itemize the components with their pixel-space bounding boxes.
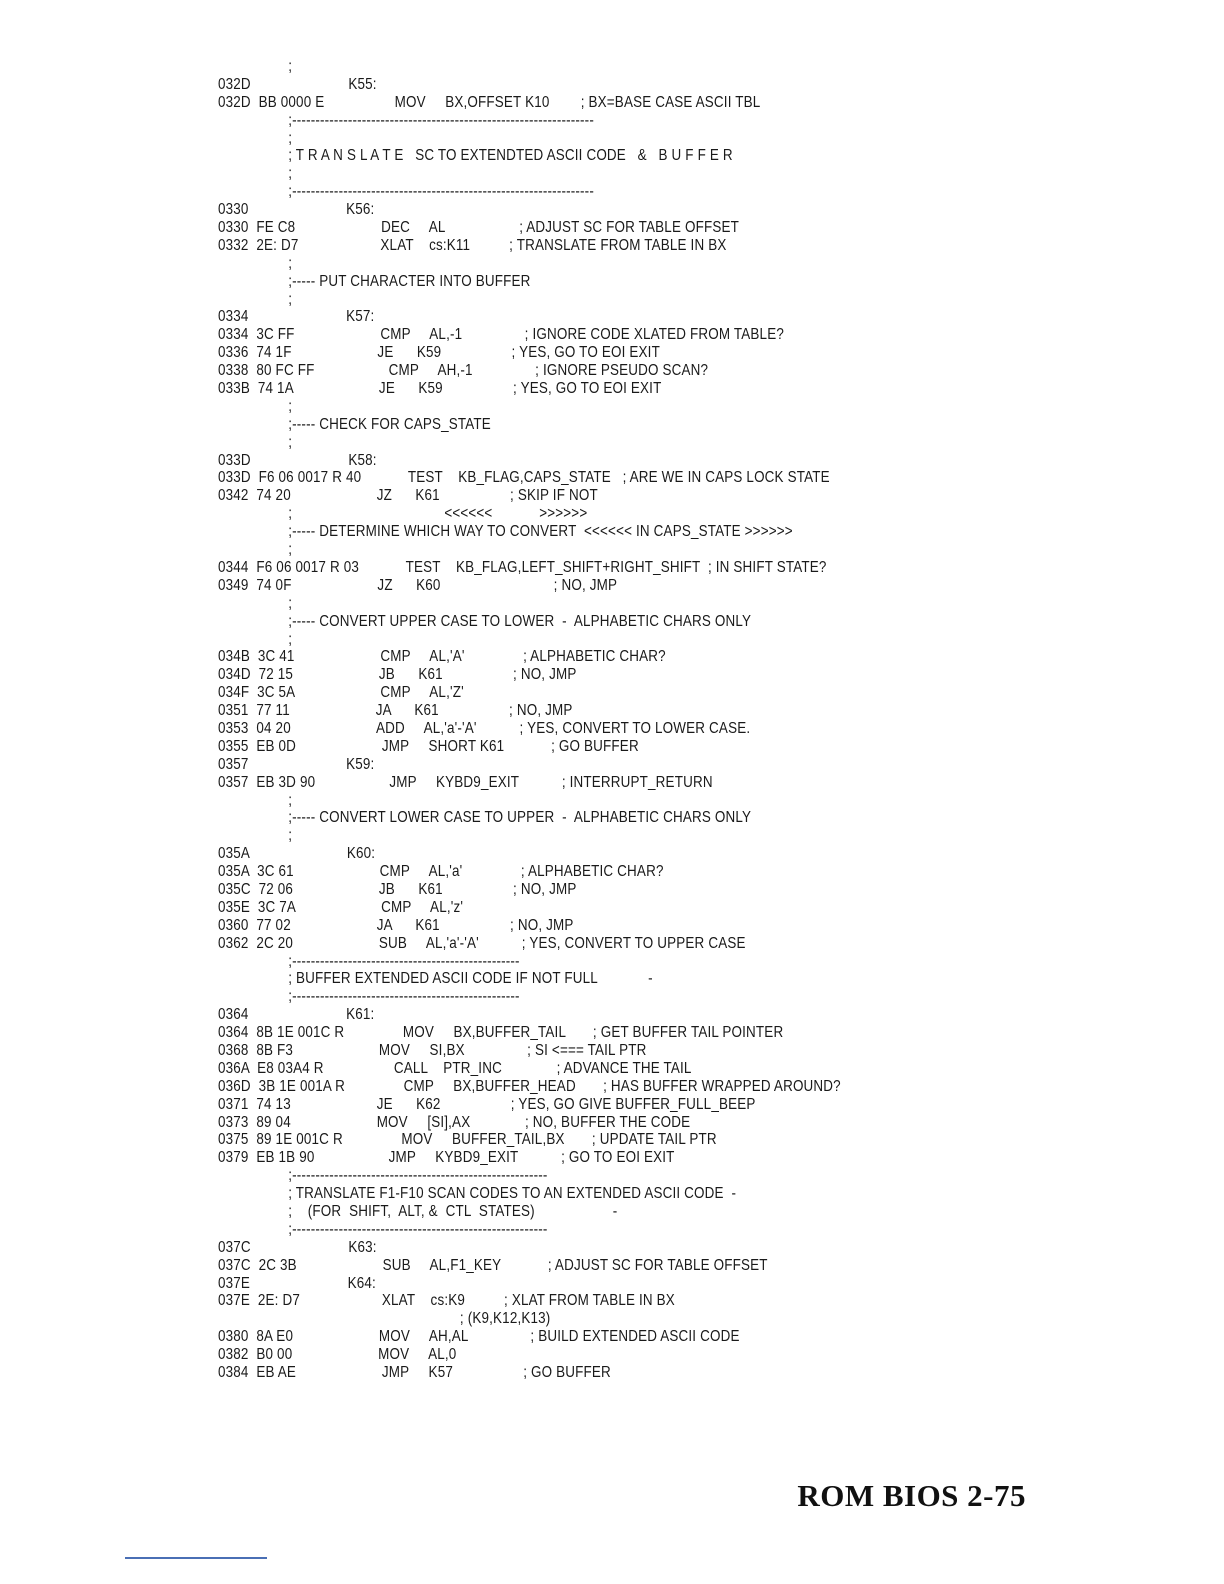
code-line: 0334 3C FF CMP AL,-1 ; IGNORE CODE XLATED FROM TABLE? xyxy=(218,326,784,344)
code-line: ;------------------------------------------------- xyxy=(218,952,520,970)
code-line: 0380 8A E0 MOV AH,AL ; BUILD EXTENDED ASCII CODE xyxy=(218,1328,740,1346)
code-line: 035A 3C 61 CMP AL,'a' ; ALPHABETIC CHAR? xyxy=(218,863,664,881)
code-line: ;----- PUT CHARACTER INTO BUFFER xyxy=(218,272,531,290)
code-line: 032D BB 0000 E MOV BX,OFFSET K10 ; BX=BASE CASE ASCII TBL xyxy=(218,93,761,111)
code-line: 036A E8 03A4 R CALL PTR_INC ; ADVANCE THE TAIL xyxy=(218,1059,692,1077)
code-line: 0338 80 FC FF CMP AH,-1 ; IGNORE PSEUDO SCAN? xyxy=(218,362,709,380)
code-line: 035E 3C 7A CMP AL,'z' xyxy=(218,898,464,916)
code-line: ; BUFFER EXTENDED ASCII CODE IF NOT FULL - xyxy=(218,970,653,988)
code-line: 037C 2C 3B SUB AL,F1_KEY ; ADJUST SC FOR TABLE OFFSET xyxy=(218,1256,768,1274)
code-line: 0342 74 20 JZ K61 ; SKIP IF NOT xyxy=(218,487,598,505)
code-line: 037E 2E: D7 XLAT cs:K9 ; XLAT FROM TABLE IN BX xyxy=(218,1292,675,1310)
code-line: 034D 72 15 JB K61 ; NO, JMP xyxy=(218,666,577,684)
code-line: 0355 EB 0D JMP SHORT K61 ; GO BUFFER xyxy=(218,737,639,755)
code-line: 0371 74 13 JE K62 ; YES, GO GIVE BUFFER_FULL_BEEP xyxy=(218,1095,756,1113)
code-line: ;------------------------------------------------------- xyxy=(218,1220,548,1238)
code-line: ; <<<<<< >>>>>> xyxy=(218,505,588,523)
code-line: ; xyxy=(218,791,293,809)
code-line: 0349 74 0F JZ K60 ; NO, JMP xyxy=(218,576,618,594)
code-line: ; xyxy=(218,594,293,612)
code-line: 037C K63: xyxy=(218,1238,377,1256)
code-line: 0375 89 1E 001C R MOV BUFFER_TAIL,BX ; UPDATE TAIL PTR xyxy=(218,1131,717,1149)
code-line: ; TRANSLATE F1-F10 SCAN CODES TO AN EXTENDED ASCII CODE - xyxy=(218,1185,737,1203)
code-line: ; (FOR SHIFT, ALT, & CTL STATES) - xyxy=(218,1203,618,1220)
code-line: ; xyxy=(218,827,293,845)
code-line: 035C 72 06 JB K61 ; NO, JMP xyxy=(218,880,577,898)
code-line: 0364 K61: xyxy=(218,1006,375,1024)
code-line: 0344 F6 06 0017 R 03 TEST KB_FLAG,LEFT_SHIFT+RIGHT_SHIFT ; IN SHIFT STATE? xyxy=(218,558,827,576)
code-line: ; (K9,K12,K13) xyxy=(218,1310,551,1328)
code-line: 034B 3C 41 CMP AL,'A' ; ALPHABETIC CHAR? xyxy=(218,648,666,666)
code-line: 036D 3B 1E 001A R CMP BX,BUFFER_HEAD ; HAS BUFFER WRAPPED AROUND? xyxy=(218,1077,841,1095)
code-line: 0351 77 11 JA K61 ; NO, JMP xyxy=(218,702,573,720)
code-line: 0353 04 20 ADD AL,'a'-'A' ; YES, CONVERT TO LOWER CASE. xyxy=(218,719,751,737)
code-line: ;----- CONVERT UPPER CASE TO LOWER - ALPHABETIC CHARS ONLY xyxy=(218,612,752,630)
code-line: 035A K60: xyxy=(218,845,376,863)
code-line: ; xyxy=(218,433,293,451)
code-line: ;----------------------------------------------------------------- xyxy=(218,183,594,201)
code-line: ; xyxy=(218,630,293,648)
code-line: 0379 EB 1B 90 JMP KYBD9_EXIT ; GO TO EOI EXIT xyxy=(218,1149,675,1167)
code-line: ;----------------------------------------------------------------- xyxy=(218,111,594,129)
code-line: ;----- CHECK FOR CAPS_STATE xyxy=(218,415,491,433)
code-line: 0357 K59: xyxy=(218,755,375,773)
page-footer: ROM BIOS 2-75 xyxy=(797,1478,1026,1513)
code-line: 037E K64: xyxy=(218,1274,376,1292)
code-line: 0382 B0 00 MOV AL,0 xyxy=(218,1346,457,1364)
code-line: 033D K58: xyxy=(218,451,377,469)
code-line: ; xyxy=(218,397,293,415)
code-line: 033D F6 06 0017 R 40 TEST KB_FLAG,CAPS_STATE ; ARE WE IN CAPS LOCK STATE xyxy=(218,469,830,487)
code-line: ; xyxy=(218,58,293,75)
code-line: 033B 74 1A JE K59 ; YES, GO TO EOI EXIT xyxy=(218,380,662,398)
code-line: 0362 2C 20 SUB AL,'a'-'A' ; YES, CONVERT TO UPPER CASE xyxy=(218,934,746,952)
code-line: 0336 74 1F JE K59 ; YES, GO TO EOI EXIT xyxy=(218,344,660,362)
code-line: 032D K55: xyxy=(218,75,377,93)
code-line: 0360 77 02 JA K61 ; NO, JMP xyxy=(218,916,574,934)
code-line: ; xyxy=(218,290,293,308)
code-line: 0357 EB 3D 90 JMP KYBD9_EXIT ; INTERRUPT_RETURN xyxy=(218,773,713,791)
code-line: 0334 K57: xyxy=(218,308,375,326)
code-line: ;------------------------------------------------------- xyxy=(218,1167,548,1185)
code-line: 0330 FE C8 DEC AL ; ADJUST SC FOR TABLE OFFSET xyxy=(218,219,739,237)
code-line: 0332 2E: D7 XLAT cs:K11 ; TRANSLATE FROM TABLE IN BX xyxy=(218,236,727,254)
bottom-divider xyxy=(125,1557,267,1559)
assembly-listing xyxy=(218,58,841,1382)
code-line: ; xyxy=(218,541,293,559)
code-line: ; xyxy=(218,254,293,272)
code-line: ;------------------------------------------------- xyxy=(218,988,520,1006)
code-line: 0368 8B F3 MOV SI,BX ; SI <=== TAIL PTR xyxy=(218,1041,647,1059)
code-line: 034F 3C 5A CMP AL,'Z' xyxy=(218,684,464,702)
code-line: ; T R A N S L A T E SC TO EXTENDTED ASCII CODE & B U F F E R xyxy=(218,147,733,165)
code-line: ; xyxy=(218,129,293,147)
code-line: ; xyxy=(218,165,293,183)
code-line: 0364 8B 1E 001C R MOV BX,BUFFER_TAIL ; GET BUFFER TAIL POINTER xyxy=(218,1024,784,1042)
code-line: 0384 EB AE JMP K57 ; GO BUFFER xyxy=(218,1364,611,1382)
code-line: ;----- CONVERT LOWER CASE TO UPPER - ALPHABETIC CHARS ONLY xyxy=(218,809,752,827)
code-line: ;----- DETERMINE WHICH WAY TO CONVERT <<<<<< IN CAPS_STATE >>>>>> xyxy=(218,523,793,541)
code-line: 0330 K56: xyxy=(218,201,375,219)
code-line: 0373 89 04 MOV [SI],AX ; NO, BUFFER THE CODE xyxy=(218,1113,691,1131)
